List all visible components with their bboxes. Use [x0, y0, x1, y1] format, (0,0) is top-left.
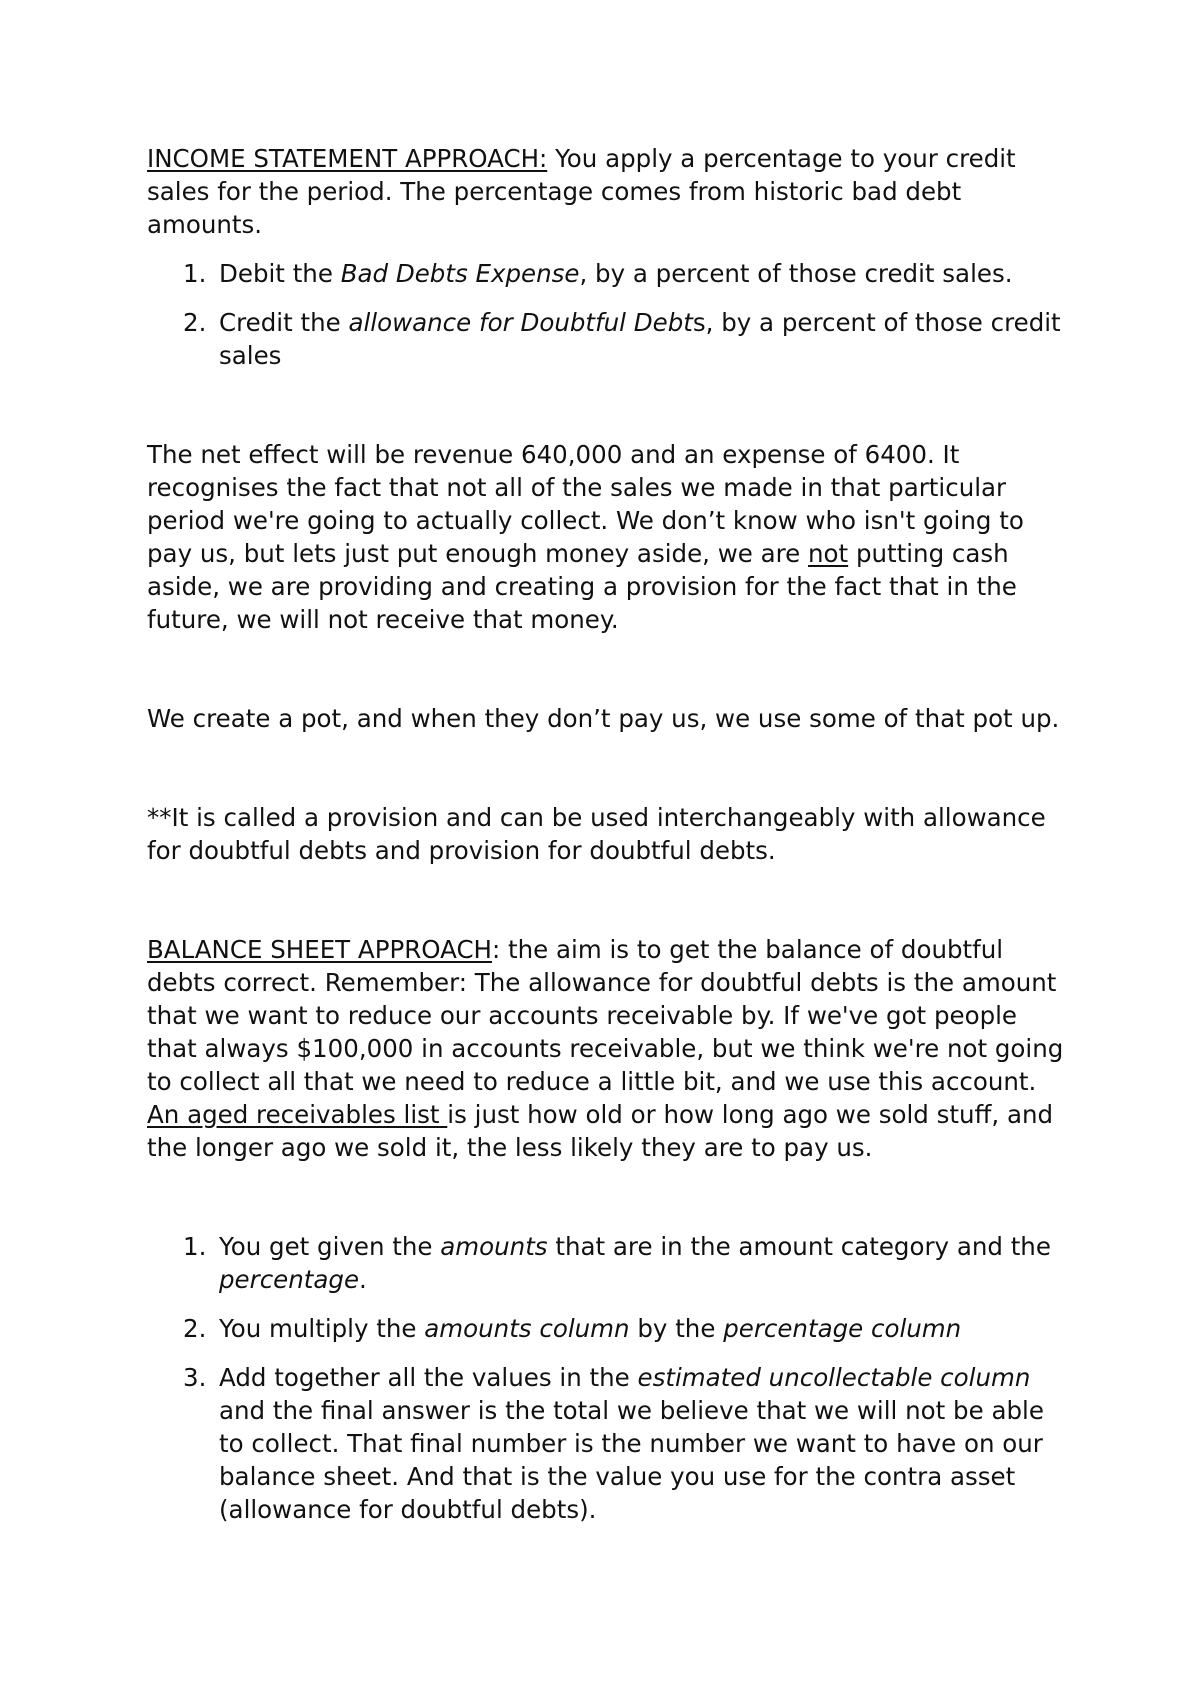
list-emphasis: Bad Debts Expense	[340, 259, 580, 288]
balance-steps-list	[147, 1230, 1067, 1526]
balance-sheet-paragraph	[147, 933, 1067, 1164]
balance-sheet-heading: BALANCE SHEET APPROACH	[147, 935, 492, 964]
list-text: , by a percent of those credit sales.	[579, 259, 1013, 288]
list-item	[147, 1361, 1067, 1526]
income-statement-text: You apply a percentage to your credit sales for the period. The percentage comes from historic bad debt amounts.	[147, 144, 1016, 239]
income-statement-heading: INCOME STATEMENT APPROACH:	[147, 144, 548, 173]
aged-receivables-label: An aged receivables list	[147, 1100, 448, 1129]
net-effect-text: putting cash aside, we are providing and creating a provision for the fact that in the future, we will not receive that money.	[147, 539, 1017, 634]
list-item	[147, 257, 1067, 290]
list-text: by the	[629, 1314, 724, 1343]
list-emphasis: amounts	[440, 1232, 548, 1261]
list-text: Credit the	[219, 308, 349, 337]
list-number: 1.	[183, 1232, 207, 1261]
list-text: You get given the	[219, 1232, 441, 1261]
list-emphasis: amounts column	[424, 1314, 630, 1343]
list-number: 2.	[183, 308, 207, 337]
list-emphasis: estimated uncollectable column	[637, 1363, 1031, 1392]
list-number: 3.	[183, 1363, 207, 1392]
balance-sheet-text: : the aim is to get the balance of doubtful debts correct. Remember: The allowance for doubtful debts is the amount that we want to reduce our accounts receivable by. If we've got people that always $100,000 in accounts receivable, but we think we're not going to collect all that we need to reduce a little bit, and we use this account.	[147, 935, 1064, 1096]
pot-paragraph: We create a pot, and when they don’t pay us, we use some of that pot up.	[147, 704, 1060, 733]
list-item	[147, 1230, 1067, 1296]
list-text: that are in the amount category and the	[547, 1232, 1051, 1261]
list-text: You multiply the	[219, 1314, 425, 1343]
list-number: 2.	[183, 1314, 207, 1343]
list-emphasis: allowance for Doubtful Debt	[348, 308, 693, 337]
list-number: 1.	[183, 259, 207, 288]
net-effect-text: The net effect will be revenue 640,000 and an expense of 6400. It recognises the fact that not all of the sales we made in that particular period we're going to actually collect. We don’t know who isn't going to pay us, but lets just put enough money aside, we are	[147, 440, 1024, 568]
list-text: .	[359, 1265, 367, 1294]
document-page	[147, 142, 1067, 1526]
net-effect-paragraph	[147, 438, 1067, 636]
income-statement-paragraph	[147, 142, 1067, 241]
provision-note-paragraph: **It is called a provision and can be used interchangeably with allowance for doubtful debts and provision for doubtful debts.	[147, 803, 1046, 865]
list-emphasis: percentage column	[723, 1314, 962, 1343]
list-item	[147, 1312, 1067, 1345]
aged-receivables-text: is just how old or how long ago we sold stuff, and the longer ago we sold it, the less likely they are to pay us.	[147, 1100, 1054, 1162]
list-text: Debit the	[219, 259, 341, 288]
list-text: and the final answer is the total we believe that we will not be able to collect. That final number is the number we want to have on our balance sheet. And that is the value you use for the contra asset (allowance for doubtful debts).	[219, 1396, 1044, 1524]
list-emphasis: percentage	[219, 1265, 360, 1294]
list-text: Add together all the values in the	[219, 1363, 638, 1392]
list-text: s, by a percent of those credit sales	[219, 308, 1061, 370]
net-effect-emphasis: not	[808, 539, 849, 568]
list-item	[147, 306, 1067, 372]
income-steps-list	[147, 257, 1067, 372]
